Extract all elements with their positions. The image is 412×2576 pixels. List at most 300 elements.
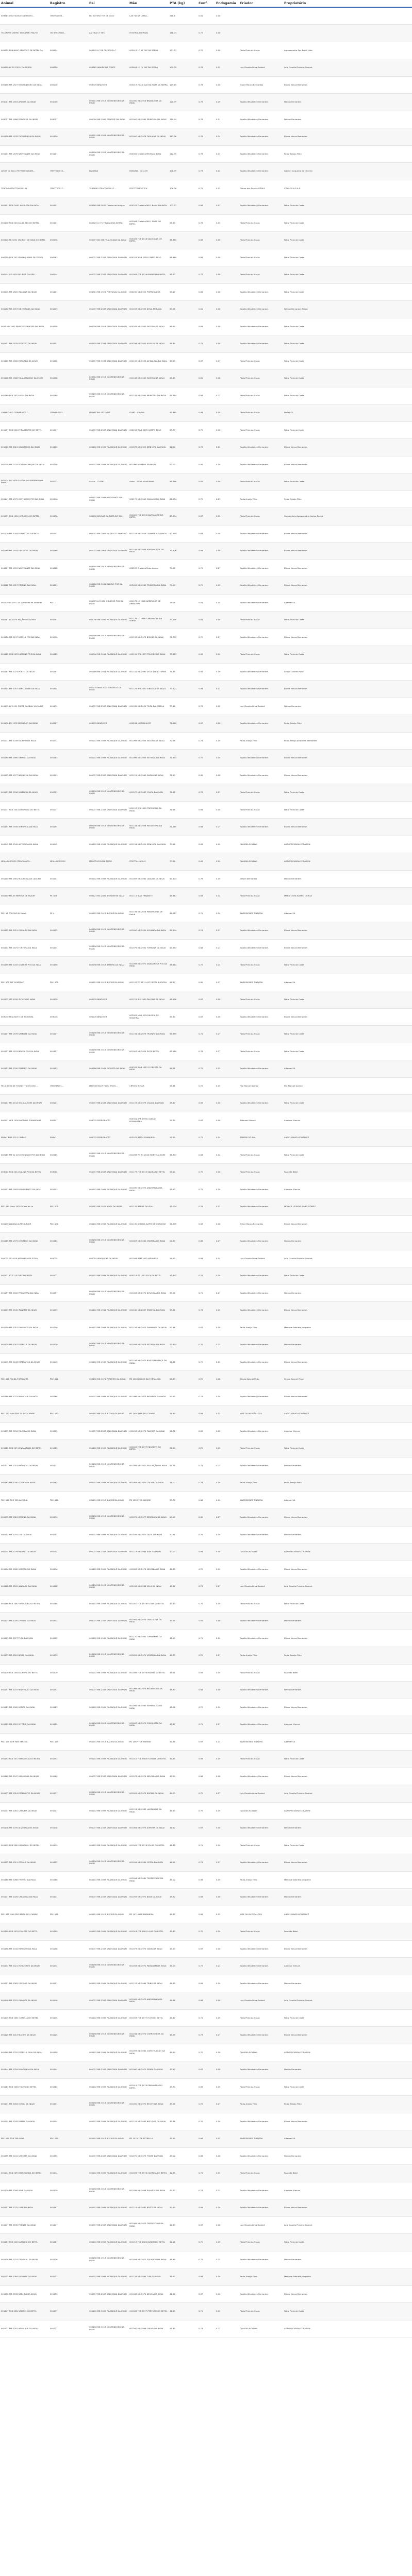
- cell-registro: 001140: [49, 490, 88, 508]
- cell-endogamia: 0.19: [215, 439, 239, 456]
- cell-endogamia: 0.19: [215, 663, 239, 681]
- cell-pta: 166.74: [169, 25, 197, 42]
- table-row[interactable]: [0, 2165, 412, 2182]
- table-row[interactable]: [0, 939, 412, 957]
- cell-conf: 0.72: [197, 180, 215, 197]
- cell-criador: Espólio Wanderley Bernardes: [239, 560, 283, 577]
- table-body: [0, 7, 412, 2337]
- cell-pai: 001102 MB 1969 PALANQUE DA INGAI: [88, 1267, 128, 1285]
- table-row[interactable]: [0, 301, 412, 318]
- cell-animal: 001208 MB 2024 SOLO PALANQUE DA INGAI: [0, 456, 49, 473]
- table-row[interactable]: [0, 888, 412, 905]
- cell-proprietario: Fazenda Betel: [283, 2165, 412, 2182]
- table-row[interactable]: [0, 1733, 412, 1751]
- table-row[interactable]: [0, 594, 412, 612]
- cell-criador: Espólio Wanderley Bernardes: [239, 2285, 283, 2303]
- column-header-mae[interactable]: Mãe: [128, 0, 169, 7]
- cell-pta: 79.00: [169, 560, 197, 577]
- table-row[interactable]: [0, 2147, 412, 2165]
- cell-proprietario: Altamar SA: [283, 1060, 412, 1078]
- cell-criador: [239, 7, 283, 25]
- cell-criador: Espólio Wanderley Bernardes: [239, 128, 283, 146]
- cell-registro: 003007: [49, 111, 88, 128]
- table-row[interactable]: [0, 1077, 412, 1095]
- cell-endogamia: 0.00: [215, 335, 239, 353]
- table-row[interactable]: [0, 1422, 412, 1440]
- table-row[interactable]: [0, 1802, 412, 1820]
- cell-mae: 001049 MB 1972 ASSUNÇÃO DA INGAI: [128, 1457, 169, 1475]
- cell-conf: 0.74: [197, 1475, 215, 1492]
- table-row[interactable]: [0, 1630, 412, 1647]
- cell-animal: 001125 MB 2021 CAZALAC DA INGAI: [0, 922, 49, 940]
- table-row[interactable]: [0, 732, 412, 750]
- cell-conf: 0.86: [197, 232, 215, 249]
- table-row[interactable]: [0, 1353, 412, 1371]
- table-row[interactable]: [0, 750, 412, 767]
- table-row[interactable]: [0, 1906, 412, 1923]
- table-row[interactable]: [0, 819, 412, 836]
- cell-pta: 151.51: [169, 42, 197, 59]
- cell-pai: 001102 MB 1969 PALANQUE DA INGAI: [88, 439, 128, 456]
- cell-proprietario: Nelson Bernardes: [283, 1889, 412, 1906]
- table-row[interactable]: [0, 991, 412, 1009]
- cell-conf: 0.67: [197, 2061, 215, 2079]
- table-row[interactable]: [0, 543, 412, 560]
- cell-registro: 001146: [49, 1992, 88, 2010]
- table-row[interactable]: [0, 266, 412, 284]
- column-header-conf[interactable]: Conf.: [197, 0, 215, 7]
- table-row[interactable]: [0, 560, 412, 577]
- table-row[interactable]: [0, 1181, 412, 1198]
- cell-mae: 001096 MB 1973 PALMEIRA DA INGAI: [128, 1388, 169, 1405]
- table-row[interactable]: [0, 1613, 412, 1630]
- cell-registro: 001179: [49, 1837, 88, 1854]
- cell-pta: 41.66: [169, 2285, 197, 2303]
- cell-registro: 001122: [49, 1854, 88, 1872]
- table-row[interactable]: [0, 1026, 412, 1043]
- table-row[interactable]: [0, 698, 412, 715]
- table-row[interactable]: [0, 1854, 412, 1872]
- table-row[interactable]: [0, 1664, 412, 1682]
- table-row[interactable]: [0, 1008, 412, 1026]
- table-row[interactable]: [0, 2009, 412, 2027]
- table-row[interactable]: [0, 1336, 412, 1354]
- table-row[interactable]: [0, 1215, 412, 1233]
- cell-pai: 000196 MB 1923 MONTENEGRO DA INGAI: [88, 145, 128, 163]
- cell-endogamia: 0.07: [215, 352, 239, 370]
- cell-animal: 001179 LC 1971 DE Armando da Alborner: [0, 594, 49, 612]
- cell-criador: Espólio Wanderley Bernardes: [239, 1008, 283, 1026]
- table-row[interactable]: [0, 197, 412, 215]
- table-row[interactable]: [0, 957, 412, 974]
- table-row[interactable]: [0, 784, 412, 802]
- cell-pta: 50.55: [169, 1509, 197, 1527]
- table-row[interactable]: [0, 1595, 412, 1613]
- cell-endogamia: 0.19: [215, 1837, 239, 1854]
- table-row[interactable]: [0, 2182, 412, 2199]
- cell-conf: 0.71: [197, 2303, 215, 2320]
- table-row[interactable]: [0, 715, 412, 733]
- cell-criador: Espólio Wanderley Bernardes: [239, 301, 283, 318]
- table-row[interactable]: [0, 1716, 412, 1734]
- cell-proprietario: Eliane Moura Bernardes: [283, 1509, 412, 1527]
- table-row[interactable]: [0, 2078, 412, 2096]
- cell-criador: Espólio Wanderley Bernardes: [239, 1975, 283, 1992]
- table-row[interactable]: [0, 232, 412, 249]
- table-row[interactable]: [0, 145, 412, 163]
- cell-animal: 001153 MB 2030 ZAMBEZI DA INGAI: [0, 1060, 49, 1078]
- table-row[interactable]: [0, 352, 412, 370]
- cell-criador: Espólio Wanderley Bernardes: [239, 2113, 283, 2130]
- table-row[interactable]: [0, 1751, 412, 1768]
- cell-endogamia: 0.00: [215, 232, 239, 249]
- cell-conf: 0.64: [197, 1250, 215, 1267]
- cell-conf: 0.80: [197, 456, 215, 473]
- cell-criador: CLAUDIA ROLDAN: [239, 2320, 283, 2337]
- table-row[interactable]: [0, 7, 412, 25]
- cell-animal: 000176 FB 1631 CRUNCH DE INGÁ DO BETEL: [0, 232, 49, 249]
- cell-pai: 001037 MB 2387 SALOCADA DA INGAI: [88, 421, 128, 439]
- cell-proprietario: Nelson Bernardes: [283, 1457, 412, 1475]
- table-row[interactable]: [0, 2130, 412, 2148]
- table-row[interactable]: [0, 2234, 412, 2251]
- table-row[interactable]: [0, 525, 412, 543]
- table-row[interactable]: [0, 1112, 412, 1129]
- table-row[interactable]: [0, 318, 412, 335]
- cell-registro: 001171: [49, 1267, 88, 1285]
- cell-proprietario: Eliane Moura Bernardes: [283, 1215, 412, 1233]
- table-row[interactable]: [0, 974, 412, 991]
- table-row[interactable]: [0, 1940, 412, 1958]
- table-row[interactable]: [0, 1923, 412, 1941]
- cell-pta: 46.02: [169, 1871, 197, 1889]
- cell-animal: 002165 PM 51 2150 MONIQUE POS DA INGAI: [0, 1146, 49, 1164]
- table-row[interactable]: [0, 490, 412, 508]
- table-row[interactable]: [0, 1837, 412, 1854]
- cell-pai: 001102 MB 1969 PALANQUE DA INGAI: [88, 2234, 128, 2251]
- table-row[interactable]: [0, 335, 412, 353]
- cell-pta: 82.03: [169, 456, 197, 473]
- cell-animal: 001193 FCB 2072 MAGNÓLIA DO BETEL: [0, 1751, 49, 1768]
- cell-pta: 42.67: [169, 2182, 197, 2199]
- table-row[interactable]: [0, 163, 412, 180]
- table-row[interactable]: [0, 836, 412, 853]
- cell-conf: 0.72: [197, 1181, 215, 1198]
- cell-criador: Espólio Wanderley Bernardes: [239, 197, 283, 215]
- cell-conf: 0.74: [197, 732, 215, 750]
- cell-proprietario: Paulo Araújo Filho: [283, 715, 412, 733]
- column-header-registro[interactable]: Registro: [49, 0, 88, 7]
- table-row[interactable]: [0, 1647, 412, 1665]
- cell-endogamia: 0.00: [215, 1112, 239, 1129]
- cell-pta: 57.70: [169, 1112, 197, 1129]
- table-row[interactable]: [0, 1526, 412, 1544]
- table-row[interactable]: [0, 94, 412, 111]
- cell-proprietario: Fábio Pinto da Costa: [283, 370, 412, 387]
- cell-mae: 000207 Chateira Mata Aurora: [128, 560, 169, 577]
- table-row[interactable]: [0, 111, 412, 128]
- cell-mae: 001107 WB 1969 FREGUESIA DA INGAI: [128, 801, 169, 819]
- cell-conf: 0.70: [197, 1699, 215, 1716]
- table-row[interactable]: [0, 2320, 412, 2337]
- cell-conf: 0.70: [197, 560, 215, 577]
- cell-registro: ITSYYS00016...: [49, 163, 88, 180]
- cell-conf: 0.63: [197, 888, 215, 905]
- cell-pta: 65.64: [169, 1008, 197, 1026]
- cell-pta: 50.31: [169, 1526, 197, 1544]
- table-row[interactable]: [0, 1233, 412, 1250]
- table-row[interactable]: [0, 1440, 412, 1458]
- table-row[interactable]: [0, 767, 412, 784]
- table-row[interactable]: [0, 2113, 412, 2130]
- table-row[interactable]: [0, 1060, 412, 1078]
- table-row[interactable]: [0, 2285, 412, 2303]
- cell-mae: 001177 FCB 1913 SALINA DO BETEL: [128, 1164, 169, 1181]
- cell-animal: 001147 MB 2032 POENTE DA INGAI: [0, 2216, 49, 2234]
- cell-animal: 001157 MB 2000 PRIMAVERA DA INGAI: [0, 1284, 49, 1302]
- table-row[interactable]: [0, 439, 412, 456]
- cell-pta: 83.77: [169, 421, 197, 439]
- cell-proprietario: MARIA CONCELIANO OCHOA: [283, 888, 412, 905]
- cell-conf: 0.71: [197, 335, 215, 353]
- table-row[interactable]: [0, 1250, 412, 1267]
- table-row[interactable]: [0, 128, 412, 146]
- cell-criador: Espólio Wanderley Bernardes: [239, 94, 283, 111]
- cell-proprietario: Eliane Moura Bernardes: [283, 1768, 412, 1785]
- cell-endogamia: 0.19: [215, 1595, 239, 1613]
- table-row[interactable]: [0, 1198, 412, 1216]
- table-row[interactable]: [0, 1509, 412, 1527]
- cell-proprietario: Fábio Pinto da Costa: [283, 232, 412, 249]
- cell-endogamia: 0.19: [215, 1302, 239, 1319]
- table-row[interactable]: [0, 1958, 412, 1975]
- cell-criador: Espólio Wanderley Bernardes: [239, 819, 283, 836]
- cell-endogamia: 0.19: [215, 2113, 239, 2130]
- cell-endogamia: 0.17: [215, 974, 239, 991]
- column-header-criador[interactable]: Criador: [239, 0, 283, 7]
- cell-mae: PD 1055 TOR ALEGRE: [128, 1492, 169, 1509]
- table-row[interactable]: [0, 1371, 412, 1388]
- cell-pai: 000270 BINGO ER: [88, 1008, 128, 1026]
- cell-endogamia: 0.19: [215, 2268, 239, 2286]
- table-row[interactable]: [0, 1405, 412, 1423]
- cell-animal: 001139 MB 2026 SERENA DA INGAI: [0, 1509, 49, 1527]
- cell-criador: [239, 25, 283, 42]
- table-row[interactable]: [0, 2216, 412, 2234]
- cell-animal: 001182 FCB 2066 TULIPA DO BETEL: [0, 2078, 49, 2096]
- table-row[interactable]: [0, 2061, 412, 2079]
- cell-proprietario: Altamar SA: [283, 974, 412, 991]
- table-row[interactable]: [0, 905, 412, 922]
- cell-pai: 000208 MB 1916 SALOCADA DA INGAI: [88, 318, 128, 335]
- table-row[interactable]: [0, 473, 412, 491]
- cell-mae: 003002 Chateira MB Fisco Bahia: [128, 145, 169, 163]
- table-row[interactable]: [0, 1820, 412, 1837]
- table-row[interactable]: [0, 180, 412, 197]
- table-row[interactable]: [0, 2096, 412, 2113]
- table-row[interactable]: [0, 801, 412, 819]
- cell-pta: 72.669: [169, 715, 197, 733]
- table-row[interactable]: [0, 1682, 412, 1699]
- cell-conf: 0.70: [197, 750, 215, 767]
- cell-pta: 51.28: [169, 1457, 197, 1475]
- cell-proprietario: Sérgio Gabriel Pinto: [283, 663, 412, 681]
- table-row[interactable]: [0, 853, 412, 871]
- cell-proprietario: Altamar SA: [283, 1733, 412, 1751]
- table-row[interactable]: [0, 1578, 412, 1596]
- cell-criador: Paulo Araújo Filho: [239, 2096, 283, 2113]
- table-row[interactable]: [0, 1302, 412, 1319]
- table-row[interactable]: [0, 2268, 412, 2286]
- cell-proprietario: Nelson Bernardes: [283, 1975, 412, 1992]
- cell-pta: 86.49: [169, 370, 197, 387]
- table-row[interactable]: [0, 1164, 412, 1181]
- cell-pai: 001037 MB 2387 SALOCADA DA INGAI: [88, 698, 128, 715]
- table-row[interactable]: [0, 1129, 412, 1147]
- cell-conf: 0.70: [197, 1353, 215, 1371]
- table-row[interactable]: [0, 577, 412, 595]
- cell-pta: 81.886: [169, 473, 197, 491]
- cell-animal: 001177 FCB 2062 JASMIM DO BETEL: [0, 2303, 49, 2320]
- cell-conf: 0.72: [197, 1647, 215, 1665]
- cell-mae: 001128 MB 1985 TUPI DA INGAI: [128, 2268, 169, 2286]
- cell-conf: 0.76: [197, 94, 215, 111]
- cell-conf: 0.73: [197, 1854, 215, 1872]
- table-row[interactable]: [0, 1492, 412, 1509]
- cell-mae: 001064 MB 1973 AURORA DA INGAI: [128, 1820, 169, 1837]
- cell-criador: Fábio Pinto da Costa: [239, 2234, 283, 2251]
- cell-conf: 0.70: [197, 2234, 215, 2251]
- cell-conf: 0.63: [197, 836, 215, 853]
- table-row[interactable]: [0, 1475, 412, 1492]
- cell-animal: 001183 MB 2065 SAFIRA DA INGAI: [0, 1699, 49, 1716]
- table-row[interactable]: [0, 25, 412, 42]
- table-row[interactable]: [0, 1457, 412, 1475]
- table-row[interactable]: [0, 663, 412, 681]
- cell-pai: 000196 MB 1913 MONTENEGRO DA INGAI: [88, 1785, 128, 1803]
- column-header-proprietario[interactable]: Proprietário: [283, 0, 412, 7]
- table-row[interactable]: [0, 922, 412, 940]
- table-row[interactable]: [0, 283, 412, 301]
- table-row[interactable]: [0, 1785, 412, 1803]
- cell-animal: 001237 FCB 2044 LUMINOSA DO BETEL: [0, 801, 49, 819]
- table-row[interactable]: [0, 214, 412, 232]
- cell-endogamia: 0.00: [215, 525, 239, 543]
- table-row[interactable]: [0, 2303, 412, 2320]
- cell-pai: 000196 MB 1913 MONTENEGRO DA INGAI: [88, 1233, 128, 1250]
- cell-registro: 001101: [49, 283, 88, 301]
- table-row[interactable]: [0, 1544, 412, 1561]
- table-row[interactable]: [0, 1889, 412, 1906]
- table-row[interactable]: [0, 870, 412, 888]
- cell-proprietario: Eliane Moura Bernardes: [283, 750, 412, 767]
- table-row[interactable]: [0, 681, 412, 698]
- column-header-endogamia[interactable]: Endogamia: [215, 0, 239, 7]
- table-row[interactable]: [0, 1043, 412, 1060]
- cell-mae: 003052 MOA 2034 ALDEIA DE SIQUEIRA: [128, 1008, 169, 1026]
- table-row[interactable]: [0, 1284, 412, 1302]
- cell-criador: Espólio Wanderley Bernardes: [239, 2199, 283, 2217]
- table-row[interactable]: [0, 387, 412, 404]
- cell-conf: 0.69: [197, 543, 215, 560]
- table-row[interactable]: [0, 646, 412, 664]
- table-row[interactable]: [0, 1871, 412, 1889]
- column-header-pai[interactable]: Pai: [88, 0, 128, 7]
- cell-conf: 0.68: [197, 819, 215, 836]
- cell-mae: 003002 MB 1965 PRINCESA DA INGAI: [128, 577, 169, 595]
- cell-pta: 81.254: [169, 490, 197, 508]
- cell-pai: 000196 MB 1913 MONTENEGRO DA INGAI: [88, 1457, 128, 1475]
- table-row[interactable]: [0, 1699, 412, 1716]
- table-row[interactable]: [0, 404, 412, 422]
- cell-pai: 001102 MB 1969 PALANQUE DA INGAI: [88, 2009, 128, 2027]
- cell-animal: 001242 MB 2049 ANTONINA DA INGAI: [0, 836, 49, 853]
- table-row[interactable]: [0, 629, 412, 646]
- table-row[interactable]: [0, 42, 412, 59]
- table-row[interactable]: [0, 2199, 412, 2217]
- column-header-pta[interactable]: PTA (kg): [169, 0, 197, 7]
- cell-criador: INVERSIONES TINAJERA: [239, 974, 283, 991]
- cell-registro: 001190: [49, 2044, 88, 2061]
- table-row[interactable]: [0, 1561, 412, 1578]
- cell-endogamia: 0.00: [215, 1095, 239, 1112]
- cell-pta: 44.66: [169, 1992, 197, 2010]
- table-row[interactable]: [0, 2027, 412, 2044]
- table-row[interactable]: [0, 76, 412, 94]
- table-row[interactable]: [0, 1095, 412, 1112]
- table-row[interactable]: [0, 612, 412, 629]
- cell-criador: Sérgio Gabriel Pinto: [239, 1371, 283, 1388]
- cell-mae: IMAGINA - CX.4.09: [128, 163, 169, 180]
- table-row[interactable]: [0, 1992, 412, 2010]
- cell-endogamia: 0.12: [215, 163, 239, 180]
- cell-endogamia: 0.27: [215, 2251, 239, 2268]
- table-row[interactable]: [0, 456, 412, 473]
- cell-pta: 49.18: [169, 1613, 197, 1630]
- table-row[interactable]: [0, 1388, 412, 1405]
- cell-conf: 0.69: [197, 1405, 215, 1423]
- table-row[interactable]: [0, 249, 412, 266]
- cell-proprietario: Mariana Gabriela Junqueira: [283, 2268, 412, 2286]
- cell-criador: INVERSIONES TINAJERA: [239, 905, 283, 922]
- table-row[interactable]: [0, 1267, 412, 1285]
- table-row[interactable]: [0, 2044, 412, 2061]
- cell-mae: OLMO - SAVINA: [128, 404, 169, 422]
- column-header-animal[interactable]: Animal: [0, 0, 49, 7]
- cell-registro: 001120: [49, 2182, 88, 2199]
- table-row[interactable]: [0, 2251, 412, 2268]
- cell-pai: 000165 MB 1830 Tiradas de Amigos: [88, 197, 128, 215]
- cell-mae: 000301 APR 1990 LIGAÇÃO PORANGABA: [128, 1112, 169, 1129]
- table-row[interactable]: [0, 370, 412, 387]
- table-row[interactable]: [0, 59, 412, 77]
- cell-criador: CLAUDIA ROLDAN: [239, 1802, 283, 1820]
- table-row[interactable]: [0, 1975, 412, 1992]
- cell-endogamia: 0.00: [215, 543, 239, 560]
- cell-pai: 000123 MA 2085 BIOSÍNTESE INGAI: [88, 888, 128, 905]
- table-row[interactable]: [0, 1768, 412, 1785]
- cell-endogamia: 0.23: [215, 853, 239, 871]
- cell-endogamia: 0.00: [215, 2285, 239, 2303]
- table-row[interactable]: [0, 1319, 412, 1336]
- cell-registro: 001110: [49, 128, 88, 146]
- cell-criador: Espólio Wanderley Bernardes: [239, 1095, 283, 1112]
- cell-proprietario: Eliane Moura Bernardes: [283, 1388, 412, 1405]
- table-row[interactable]: [0, 1146, 412, 1164]
- table-row[interactable]: [0, 421, 412, 439]
- table-row[interactable]: [0, 508, 412, 526]
- cell-proprietario: Fazenda Betel: [283, 1164, 412, 1181]
